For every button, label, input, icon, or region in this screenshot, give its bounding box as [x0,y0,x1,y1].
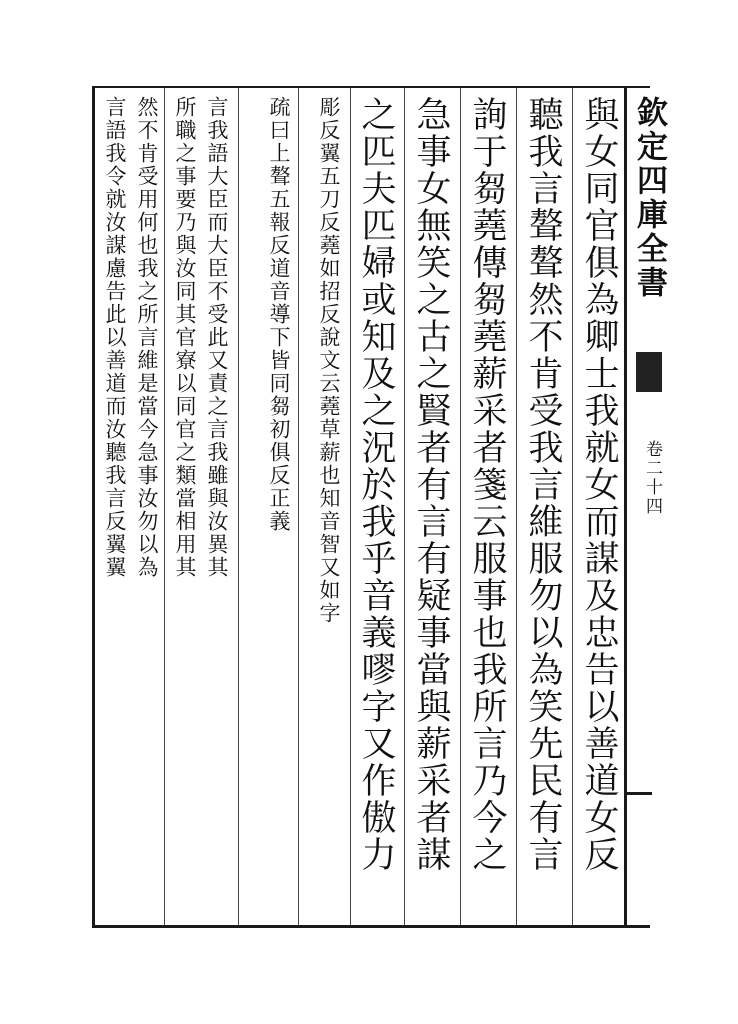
text-column-4: 急事女無笑之古之賢者有言有疑事當與薪采者謀 [411,96,451,873]
text-column-5: 之匹夫匹婦或知及之況於我乎音義嘐字又作傲力 [356,96,396,873]
note-column-4: 言我語大臣而大臣不受此又責之言我雖與汝異其 [205,96,229,579]
note-column-2: 疏曰上聱五報反道音導下皆同芻初俱反正義 [267,96,291,533]
note-column-3: 所職之事要乃與汝同其官寮以同官之類當相用其 [173,96,197,579]
book-title: 欽定四庫全書 [631,96,667,300]
note-column-6: 言語我令就汝謀慮告此以善道而汝聽我言反翼翼 [103,96,127,579]
column-rule [516,88,517,925]
column-rule [460,88,461,925]
column-rule [164,88,165,925]
text-column-2: 聽我言聱聱然不肯受我言維服勿以為笑先民有言 [523,96,563,873]
column-rule [572,88,573,925]
note-column-5: 然不肯受用何也我之所言維是當今急事汝勿以為 [135,96,159,579]
column-rule [404,88,405,925]
column-rule [350,88,351,925]
column-rule [298,88,299,925]
volume-label: 卷二十四 [642,440,662,516]
column-rule [238,88,239,925]
seal-mark [636,352,662,392]
text-column-3: 詢于芻蕘傳芻蕘薪采者箋云服事也我所言乃今之 [467,96,507,873]
note-column-1: 彫反翼五刀反蕘如招反說文云蕘草薪也知音智又如字 [317,96,341,625]
text-column-1: 與女同官俱為卿士我就女而謀及忠告以善道女反 [579,96,619,873]
margin-divider [624,792,652,795]
